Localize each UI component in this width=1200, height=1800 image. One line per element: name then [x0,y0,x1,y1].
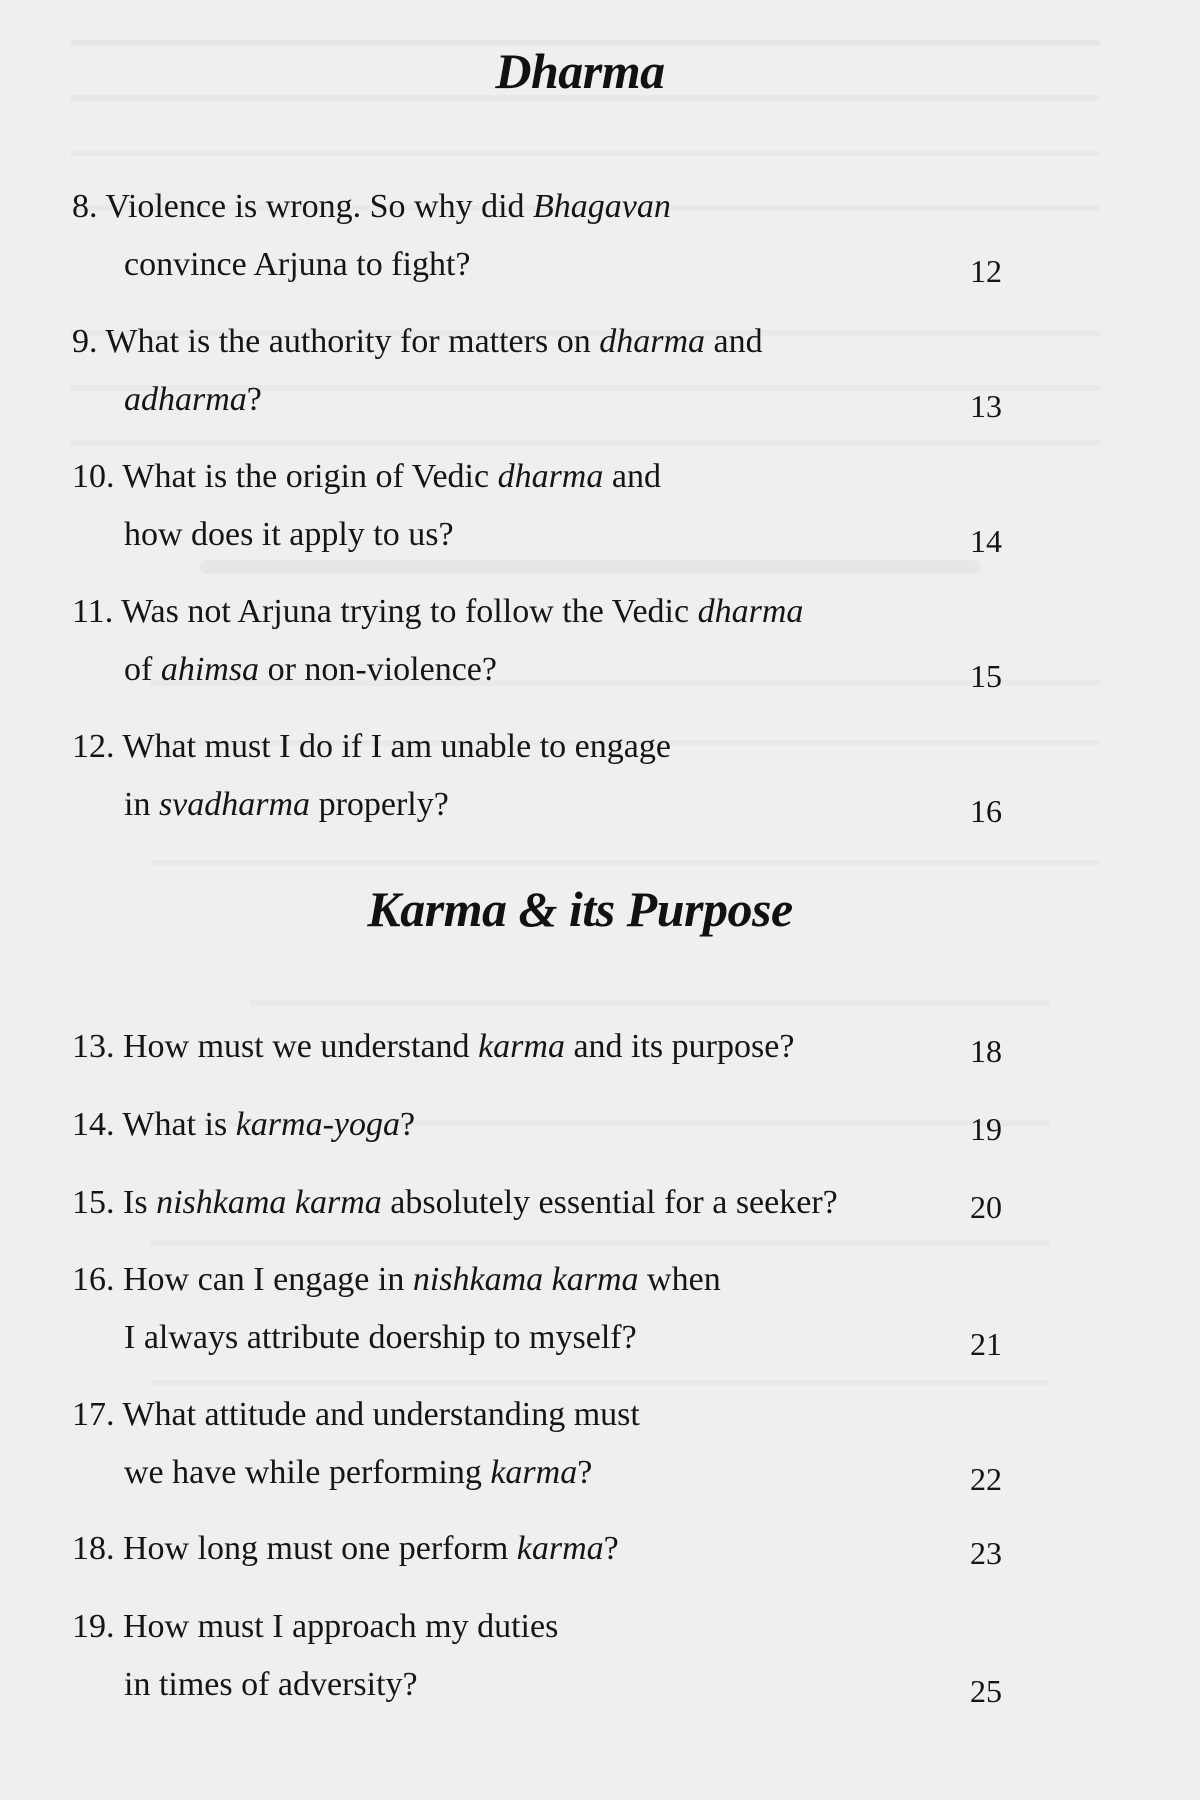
entry-text: properly? [310,786,449,823]
page-number: 14 [970,523,1002,559]
entry-text: What is [122,1106,236,1143]
entry-number: 17. [72,1396,115,1433]
page-number: 22 [970,1461,1002,1497]
entry-text-italic: karma-yoga [235,1106,400,1143]
entry-text: How long must one perform [123,1530,517,1567]
page-number: 25 [970,1673,1002,1709]
entry-number: 18. [72,1530,115,1567]
entry-text: convince Arjuna to fight? [124,246,471,283]
entry-text-italic: karma [478,1028,565,1065]
page-number: 18 [970,1033,1002,1069]
entry-number: 11. [72,593,114,630]
entry-text: and [603,458,661,495]
entry-text: and [705,323,763,360]
entry-number: 10. [72,458,115,495]
toc-entry-12[interactable] [72,718,1002,834]
entry-text-italic: dharma [599,323,706,360]
toc-entry-19[interactable] [72,1598,1002,1714]
entry-text: and its purpose? [564,1028,795,1065]
page-number: 20 [970,1189,1002,1225]
page-number: 12 [970,253,1002,289]
page-number: 16 [970,793,1002,829]
entry-text-italic: dharma [697,593,804,630]
toc-entry-14[interactable] [72,1096,1002,1154]
toc-entry-17[interactable] [72,1386,1002,1502]
entry-text: ? [577,1454,593,1491]
entry-number: 19. [72,1608,115,1645]
entry-text: we have while performing [124,1454,491,1491]
entry-number: 14. [72,1106,115,1143]
entry-number: 8. [72,188,98,225]
entry-text: ? [400,1106,416,1143]
entry-text-italic: karma [490,1454,578,1491]
entry-text: how does it apply to us? [124,516,454,553]
entry-text: Is [123,1184,157,1221]
page-number: 23 [970,1535,1002,1571]
toc-entry-10[interactable] [72,448,1002,564]
entry-text: What is the origin of Vedic [122,458,498,495]
page-number: 15 [970,658,1002,694]
page-number: 21 [970,1326,1002,1362]
entry-number: 15. [72,1184,115,1221]
entry-text: ? [603,1530,619,1567]
entry-number: 13. [72,1028,115,1065]
toc-entry-9[interactable] [72,313,1002,429]
toc-entry-16[interactable] [72,1251,1002,1367]
toc-entry-15[interactable] [72,1174,1002,1232]
entry-text-italic: Bhagavan [533,188,671,225]
entry-text-italic: ahimsa [160,651,260,688]
entry-text: or non-violence? [259,651,497,688]
entry-text: in times of adversity? [124,1666,418,1703]
entry-text-italic: nishkama karma [412,1261,639,1298]
toc-entry-11[interactable] [72,583,1002,699]
entry-text: ? [246,381,262,418]
entry-text-italic: nishkama karma [156,1184,382,1221]
toc-entry-18[interactable] [72,1520,1002,1578]
entry-text: What must I do if I am unable to engage [122,728,671,765]
entry-text: Was not Arjuna trying to follow the Vedic [121,593,698,630]
entry-text: How must I approach my duties [123,1608,559,1645]
entry-number: 12. [72,728,115,765]
page-number: 19 [970,1111,1002,1147]
entry-number: 16. [72,1261,115,1298]
entry-text: What attitude and understanding must [122,1396,640,1433]
entry-text-italic: karma [516,1530,604,1567]
entry-text: What is the authority for matters on [105,323,600,360]
entry-number: 9. [72,323,98,360]
entry-text: absolutely essential for a seeker? [381,1184,838,1221]
entry-text: in [124,786,159,823]
toc-entry-8[interactable] [72,178,1002,294]
section-title-dharma: Dharma [495,43,665,99]
page-number: 13 [970,388,1002,424]
entry-text: Violence is wrong. So why did [105,188,534,225]
entry-text-italic: adharma [124,381,247,418]
entry-text: I always attribute doership to myself? [124,1319,637,1356]
entry-text: How must we understand [123,1028,479,1065]
section-title-karma: Karma & its Purpose [367,881,793,937]
entry-text: of [124,651,161,688]
entry-text-italic: svadharma [158,786,311,823]
entry-text: How can I engage in [123,1261,413,1298]
toc-entry-13[interactable] [72,1018,1002,1076]
entry-text: when [638,1261,721,1298]
entry-text-italic: dharma [497,458,604,495]
